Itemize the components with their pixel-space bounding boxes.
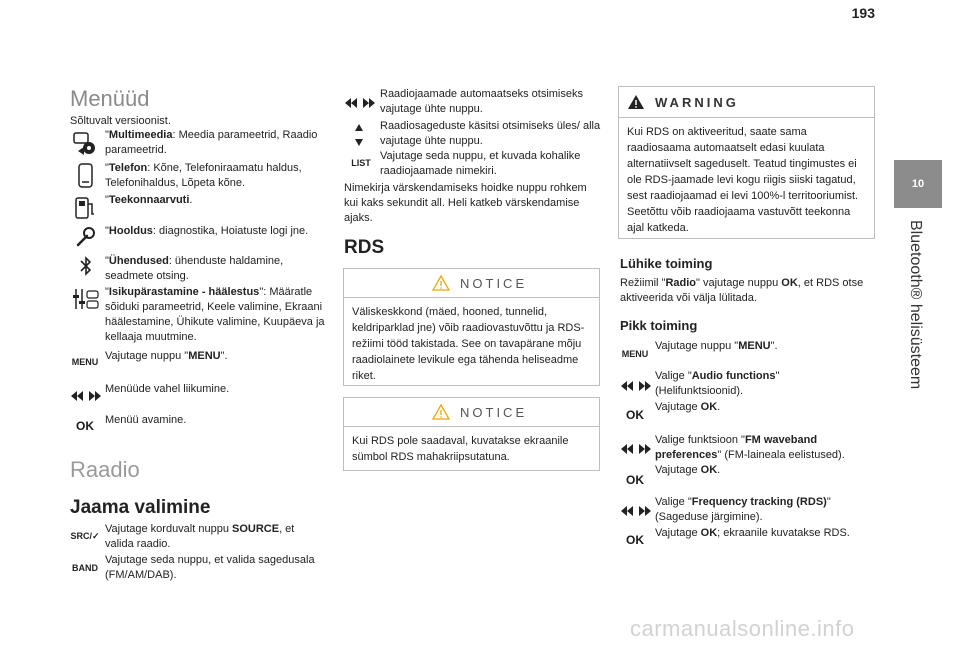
step-menu-text: Vajutage nuppu "MENU". [655, 340, 778, 352]
connections-text: "Ühendused: ühenduste haldamine, seadmete otsing. [105, 255, 284, 282]
ok-button-icon: OK [626, 473, 644, 487]
warning-label: WARNING [655, 94, 739, 110]
notice-label: NOTICE [460, 275, 528, 291]
source-text: Vajutage korduvalt nuppu SOURCE, et valida raadio. [105, 523, 295, 550]
notice-box-reception [343, 268, 600, 386]
step-rds-ok-text: Vajutage OK; ekraanile kuvatakse RDS. [655, 527, 850, 539]
up-down-arrows-icon [354, 123, 364, 147]
chapter-title-tab [896, 220, 940, 460]
notice-triangle-icon [432, 404, 450, 420]
chapter-number-tab[interactable]: 10 [894, 160, 942, 208]
notice-header [344, 269, 599, 298]
ok-button-icon: OK [76, 419, 94, 433]
list-button-icon: LIST [351, 158, 371, 168]
left-right-arrows-icon [620, 443, 652, 455]
step-fm-ok-text: Vajutage OK. [655, 464, 721, 476]
fuel-computer-icon [74, 195, 96, 221]
maintenance-text: "Hooldus: diagnostika, Hoiatuste logi jne. [105, 225, 309, 237]
list-text: Vajutage seda nuppu, et kuvada kohalike raadiojaamade nimekiri. [380, 150, 581, 177]
band-button-icon: BAND [72, 563, 98, 573]
open-menu-text: Menüü avamine. [105, 414, 187, 426]
menu-button-icon: MENU [621, 349, 649, 359]
step-audio-ok-text: Vajutage OK. [655, 401, 721, 413]
source-button-icon: SRC/✓ [70, 531, 100, 541]
long-action-heading: Pikk toiming [620, 318, 698, 333]
left-right-arrows-icon [620, 505, 652, 517]
bluetooth-icon [78, 254, 94, 278]
personalisation-text: "Isikupärastamine - häälestus": Määratle sõiduki parameetrid, Keele valimine, Ekraani häälestamine, Ühikute valimine, Kuupäeva ja kellaaja muutmine. [105, 286, 325, 343]
refresh-text: Nimekirja värskendamiseks hoidke nuppu rohkem kui kaks sekundit all. Heli katkeb värskendamise ajaks. [344, 182, 587, 224]
notice-triangle-icon [432, 275, 450, 291]
short-action-text: Režiimil "Radio" vajutage nuppu OK, et RDS otse aktiveerida või välja lülitada. [620, 277, 864, 304]
phone-text: "Telefon: Kõne, Telefoniraamatu haldus, Telefonihaldus, Lõpeta kõne. [105, 162, 302, 189]
warning-header [619, 87, 874, 118]
left-right-arrows-icon [620, 380, 652, 392]
ok-button-icon: OK [626, 533, 644, 547]
station-selection-heading: Jaama valimine [70, 497, 211, 518]
band-text: Vajutage seda nuppu, et valida sagedusala (FM/AM/DAB). [105, 554, 315, 581]
trip-computer-text: "Teekonnaarvuti. [105, 194, 193, 206]
seek-arrows-icon [344, 97, 376, 109]
notice-header [344, 398, 599, 427]
page-number: 193 [851, 5, 875, 21]
manual-search-text: Raadiosageduste käsitsi otsimiseks üles/ alla vajutage ühte nuppu. [380, 120, 601, 147]
settings-sliders-icon [72, 287, 100, 311]
ok-button-icon: OK [626, 408, 644, 422]
multimedia-icon [72, 131, 98, 157]
multimedia-text: "Multimeedia: Meedia parameetrid, Raadio parameetrid. [105, 129, 318, 156]
warning-box [618, 86, 875, 239]
left-right-arrows-icon [70, 390, 102, 402]
warning-triangle-icon [627, 94, 645, 110]
notice-body: Väliskeskkond (mäed, hooned, tunnelid, keldriparklad jne) võib raadiovastuvõttu ja RDS-režiimi tööd takistada. See on tavapärane mõju raadiolainete levikule ega tähenda heliseadme riket. [352, 306, 585, 382]
phone-icon [77, 163, 95, 189]
auto-search-text: Raadiojaamade automaatseks otsimiseks vajutage ühte nuppu. [380, 88, 583, 115]
menu-button-icon: MENU [71, 357, 99, 367]
notice-box-rds [343, 397, 600, 471]
watermark: carmanualsonline.info [630, 616, 855, 641]
menu-press-text: Vajutage nuppu "MENU". [105, 350, 228, 362]
wrench-icon [74, 226, 96, 248]
rds-heading: RDS [344, 237, 385, 258]
chapter-title: Bluetooth® helisüsteem [907, 220, 924, 390]
step-audio-functions-text: Valige "Audio functions" (Helifunktsioonid). [655, 370, 780, 397]
step-fm-preferences-text: Valige funktsioon "FM waveband preferences" (FM-laineala eelistused). [655, 434, 845, 461]
menu-heading: Menüüd [70, 86, 150, 111]
radio-heading: Raadio [70, 457, 140, 482]
warning-body: Kui RDS on aktiveeritud, saate sama raadiosaama automaatselt edasi kuulata alternatiivselt sageduselt. Teatud tingimustes ei ole RDS-jaamade levi kogu riigis siiski tagatud, sest raadiojaamad ei levi 100%-l territooriumist. Seetõttu võib raadiojaama vastuvõtt teekonna ajal katkeda. [627, 126, 859, 234]
step-frequency-tracking-text: Valige "Frequency tracking (RDS)" (Sageduse järgimine). [655, 496, 831, 523]
short-action-heading: Lühike toiming [620, 256, 713, 271]
intro-text: Sõltuvalt versioonist. [70, 115, 171, 127]
notice-label: NOTICE [460, 404, 528, 420]
notice-body: Kui RDS pole saadaval, kuvatakse ekraanile sümbol RDS mahakriipsutatuna. [352, 435, 569, 463]
navigate-menus-text: Menüüde vahel liikumine. [105, 383, 230, 395]
